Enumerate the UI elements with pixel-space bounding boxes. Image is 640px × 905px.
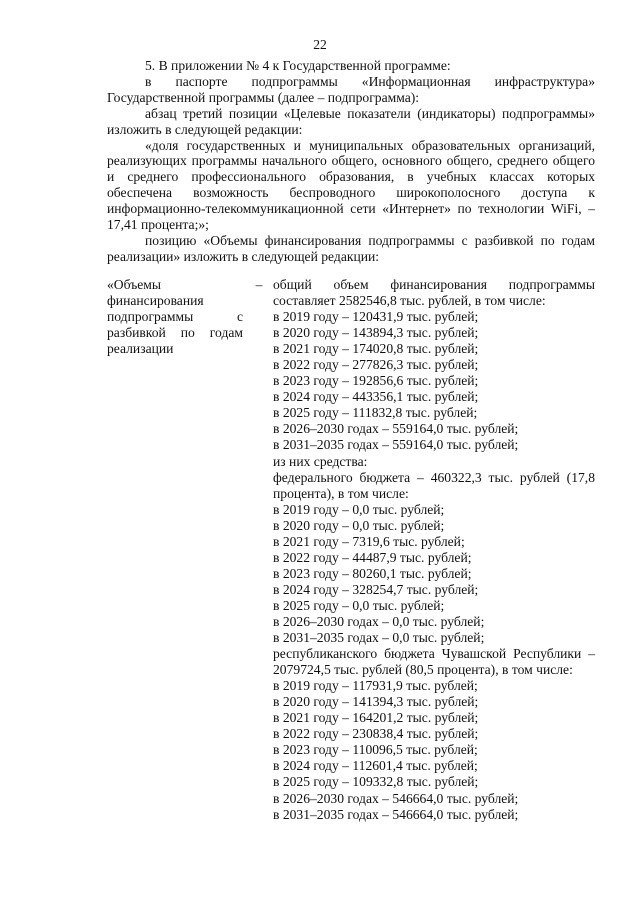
document-body: [107, 58, 595, 265]
total-year-row: в 2023 году – 192856,6 тыс. рублей;: [273, 373, 479, 389]
total-year-row: в 2022 году – 277826,3 тыс. рублей;: [273, 357, 479, 373]
republic-year-row: в 2026–2030 годах – 546664,0 тыс. рублей;: [273, 790, 519, 806]
total-year-row: в 2026–2030 годах – 559164,0 тыс. рублей;: [273, 421, 519, 437]
paragraph-wifi-indicator: «доля государственных и муниципальных образовательных организаций, реализующих программы начального общего, основного общего, среднего общего и среднего профессионального образования, в учебных классах которых обеспечена возможность беспроводного широкополосного доступа к информационно-телекоммуникационной сети «Интернет» по технологии WiFi, – 17,41 процента;»;: [107, 137, 595, 233]
republic-year-row: в 2020 году – 141394,3 тыс. рублей;: [273, 694, 479, 710]
total-year-row: в 2031–2035 годах – 559164,0 тыс. рублей;: [273, 437, 519, 453]
federal-year-row: в 2031–2035 годах – 0,0 тыс. рублей;: [273, 630, 485, 646]
paragraph-target-indicators: абзац третий позиции «Целевые показатели (индикаторы) подпрограммы» изложить в следующей редакции:: [107, 105, 595, 137]
total-years-list: [273, 309, 595, 453]
total-year-row: в 2024 году – 443356,1 тыс. рублей;: [273, 389, 479, 405]
page-number: 22: [313, 37, 327, 52]
federal-years-list: [273, 502, 595, 646]
paragraph-financing-position: позицию «Объемы финансирования подпрограммы с разбивкой по годам реализации» изложить в следующей редакции:: [107, 232, 595, 264]
federal-year-row: в 2019 году – 0,0 тыс. рублей;: [273, 501, 445, 517]
federal-year-row: в 2021 году – 7319,6 тыс. рублей;: [273, 533, 465, 549]
federal-year-row: в 2023 году – 80260,1 тыс. рублей;: [273, 565, 472, 581]
federal-year-row: в 2022 году – 44487,9 тыс. рублей;: [273, 549, 472, 565]
republic-year-row: в 2019 году – 117931,9 тыс. рублей;: [273, 678, 478, 694]
passport-label: «Объемы финансирования подпрограммы с разбивкой по годам реализации: [107, 277, 243, 357]
total-year-row: в 2021 году – 174020,8 тыс. рублей;: [273, 341, 479, 357]
republic-year-row: в 2025 году – 109332,8 тыс. рублей;: [273, 774, 479, 790]
republic-year-row: в 2022 году – 230838,4 тыс. рублей;: [273, 726, 479, 742]
total-financing: общий объем финансирования подпрограммы составляет 2582546,8 тыс. рублей, в том числе:: [273, 277, 595, 309]
republic-year-row: в 2024 году – 112601,4 тыс. рублей;: [273, 758, 478, 774]
republic-year-row: в 2031–2035 годах – 546664,0 тыс. рублей;: [273, 806, 519, 822]
federal-year-row: в 2024 году – 328254,7 тыс. рублей;: [273, 581, 479, 597]
republic-year-row: в 2023 году – 110096,5 тыс. рублей;: [273, 742, 478, 758]
passport-values: [273, 277, 595, 823]
total-year-row: в 2020 году – 143894,3 тыс. рублей;: [273, 325, 479, 341]
sources-heading: из них средства:: [273, 453, 368, 469]
federal-budget: федерального бюджета – 460322,3 тыс. рублей (17,8 процента), в том числе:: [273, 469, 595, 501]
republic-budget: республиканского бюджета Чувашской Республики – 2079724,5 тыс. рублей (80,5 процента), в том числе:: [273, 646, 595, 678]
federal-year-row: в 2026–2030 годах – 0,0 тыс. рублей;: [273, 613, 485, 629]
passport-dash: –: [255, 277, 263, 292]
paragraph-passport-subprogram: в паспорте подпрограммы «Информационная инфраструктура» Государственной программы (далее – подпрограмма):: [107, 73, 595, 105]
total-year-row: в 2019 году – 120431,9 тыс. рублей;: [273, 309, 479, 325]
paragraph-item-5-heading: 5. В приложении № 4 к Государственной программе:: [145, 58, 451, 73]
federal-year-row: в 2025 году – 0,0 тыс. рублей;: [273, 597, 445, 613]
federal-year-row: в 2020 году – 0,0 тыс. рублей;: [273, 517, 445, 533]
republic-year-row: в 2021 году – 164201,2 тыс. рублей;: [273, 710, 479, 726]
republic-years-list: [273, 678, 595, 822]
total-year-row: в 2025 году – 111832,8 тыс. рублей;: [273, 405, 478, 421]
